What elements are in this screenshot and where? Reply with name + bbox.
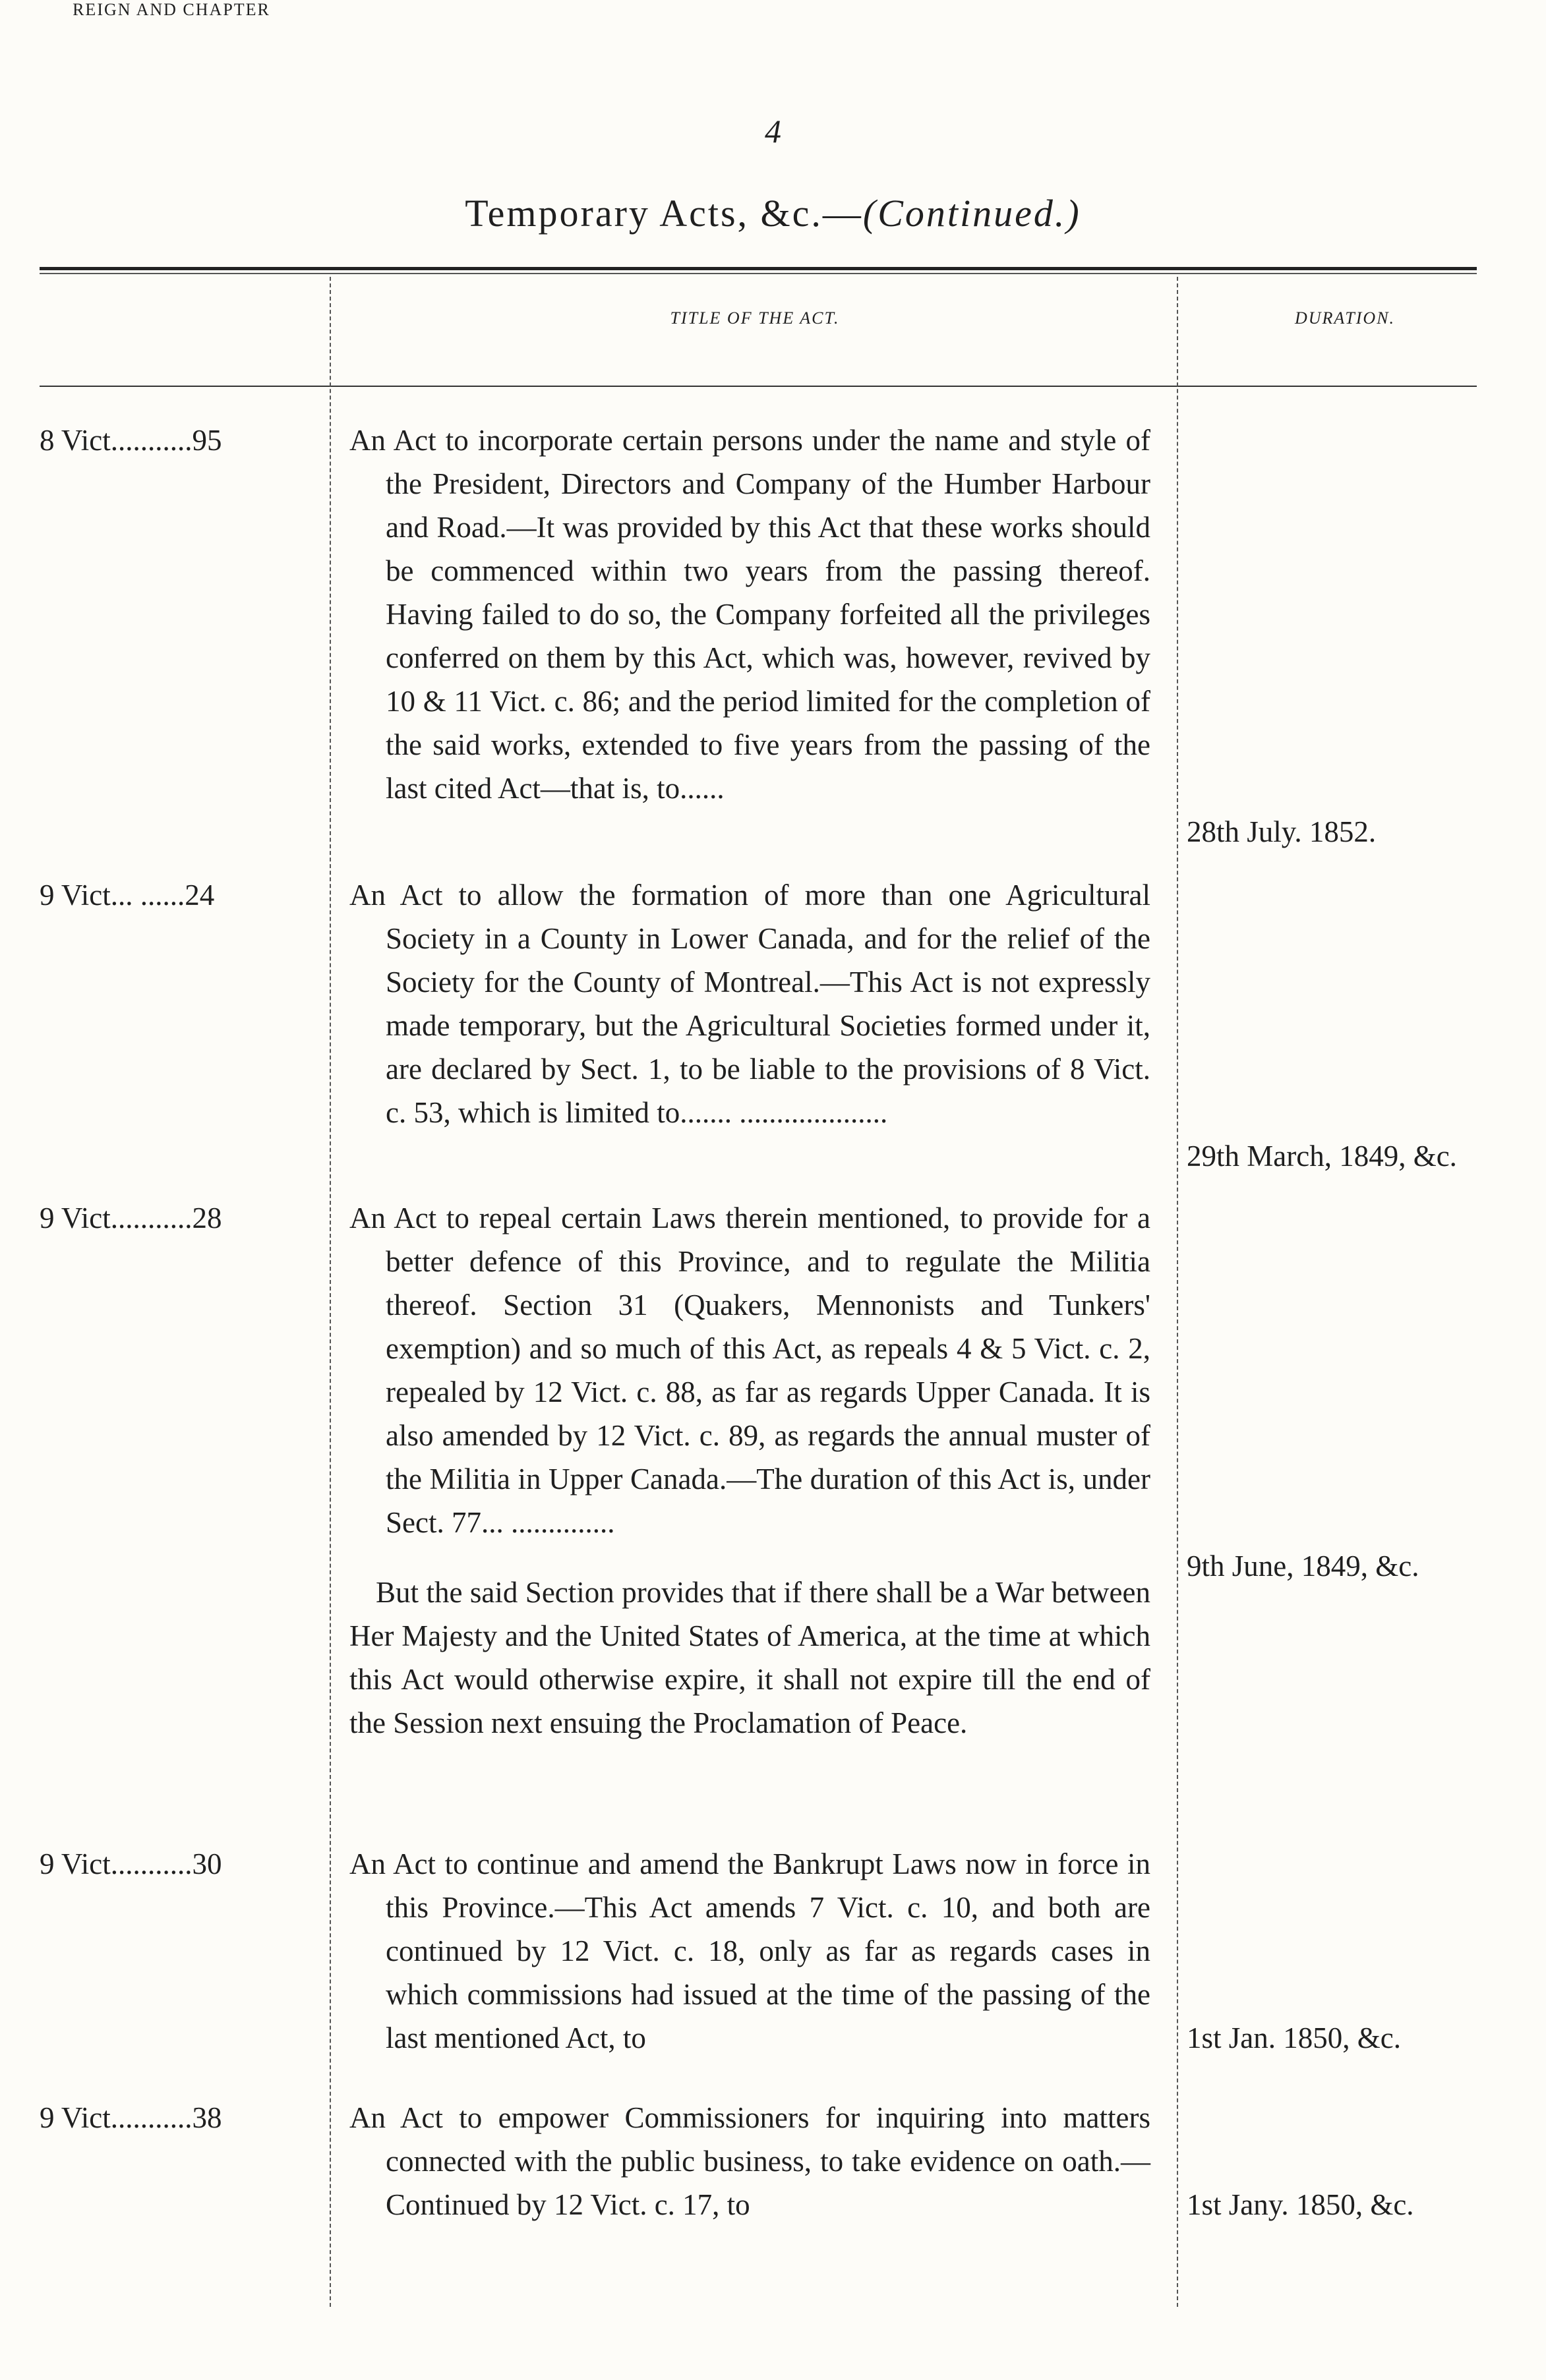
page-title-main: Temporary Acts, &c.—	[465, 192, 863, 235]
header-title-of-act: TITLE OF THE ACT.	[670, 308, 840, 328]
act-title-text	[349, 1196, 1150, 1745]
column-divider-left	[330, 277, 331, 2307]
header-reign-and-chapter: REIGN AND CHAPTER	[73, 0, 270, 19]
act-duration: 29th March, 1849, &c.	[1187, 1140, 1457, 1173]
act-description: An Act to repeal certain Laws therein mentioned, to provide for a better defence of this Province, and to regulate the Militia thereof. Section 31 (Quakers, Mennonists and Tunkers' exemption) and so much of this Act, as repeals 4 & 5 Vict. c. 2, repealed by 12 Vict. c. 88, as far as regards Upper Canada. It is also amended by 12 Vict. c. 89, as regards the annual muster of the Militia in Upper Canada.—The duration of this Act is, under Sect. 77... ..............	[349, 1202, 1150, 1539]
act-title-text	[349, 873, 1150, 1134]
act-description: An Act to incorporate certain persons under the name and style of the President, Directors and Company of the Humber Harbour and Road.—It was provided by this Act that these works should be commenced within two years from the passing thereof. Having failed to do so, the Company forfeited all the privileges conferred on them by this Act, which was, however, revived by 10 & 11 Vict. c. 86; and the period limited for the completion of the said works, extended to five years from the passing of the last cited Act—that is, to......	[349, 424, 1150, 805]
act-note: But the said Section provides that if there shall be a War between Her Majesty and the United States of America, at the time at which this Act would otherwise expire, it shall not expire till the end of the Session next ensuing the Proclamation of Peace.	[349, 1576, 1150, 1739]
act-title-text	[349, 2096, 1150, 2226]
reign-chapter: 9 Vict...........30	[40, 1847, 222, 1880]
top-rule	[40, 267, 1477, 274]
act-title-text	[349, 1842, 1150, 2060]
page-title-continued: (Continued.)	[862, 192, 1081, 235]
act-duration: 1st Jany. 1850, &c.	[1187, 2188, 1414, 2221]
reign-chapter: 9 Vict...........38	[40, 2101, 222, 2134]
reign-chapter: 9 Vict... ......24	[40, 879, 215, 912]
act-description: An Act to empower Commissioners for inquiring into matters connected with the public business, to take evidence on oath.—Continued by 12 Vict. c. 17, to	[349, 2101, 1150, 2221]
header-rule	[40, 386, 1477, 387]
act-description: An Act to continue and amend the Bankrupt Laws now in force in this Province.—This Act amends 7 Vict. c. 10, and both are continued by 12 Vict. c. 18, only as far as regards cases in which commissions had issued at the time of the passing of the last mentioned Act, to	[349, 1847, 1150, 2054]
reign-chapter: 8 Vict...........95	[40, 424, 222, 457]
column-divider-right	[1177, 277, 1178, 2307]
page-number: 4	[765, 113, 781, 150]
act-duration: 28th July. 1852.	[1187, 815, 1377, 848]
act-duration: 1st Jan. 1850, &c.	[1187, 2021, 1401, 2054]
act-duration: 9th June, 1849, &c.	[1187, 1550, 1419, 1582]
act-description: An Act to allow the formation of more than one Agricultural Society in a County in Lower Canada, and for the relief of the Society for the County of Montreal.—This Act is not expressly made temporary, but the Agricultural Societies formed under it, are declared by Sect. 1, to be liable to the provisions of 8 Vict. c. 53, which is limited to....... ....................	[349, 879, 1150, 1129]
page-title	[0, 191, 1546, 235]
header-duration: DURATION.	[1294, 308, 1396, 328]
act-title-text	[349, 419, 1150, 810]
reign-chapter: 9 Vict...........28	[40, 1202, 222, 1234]
